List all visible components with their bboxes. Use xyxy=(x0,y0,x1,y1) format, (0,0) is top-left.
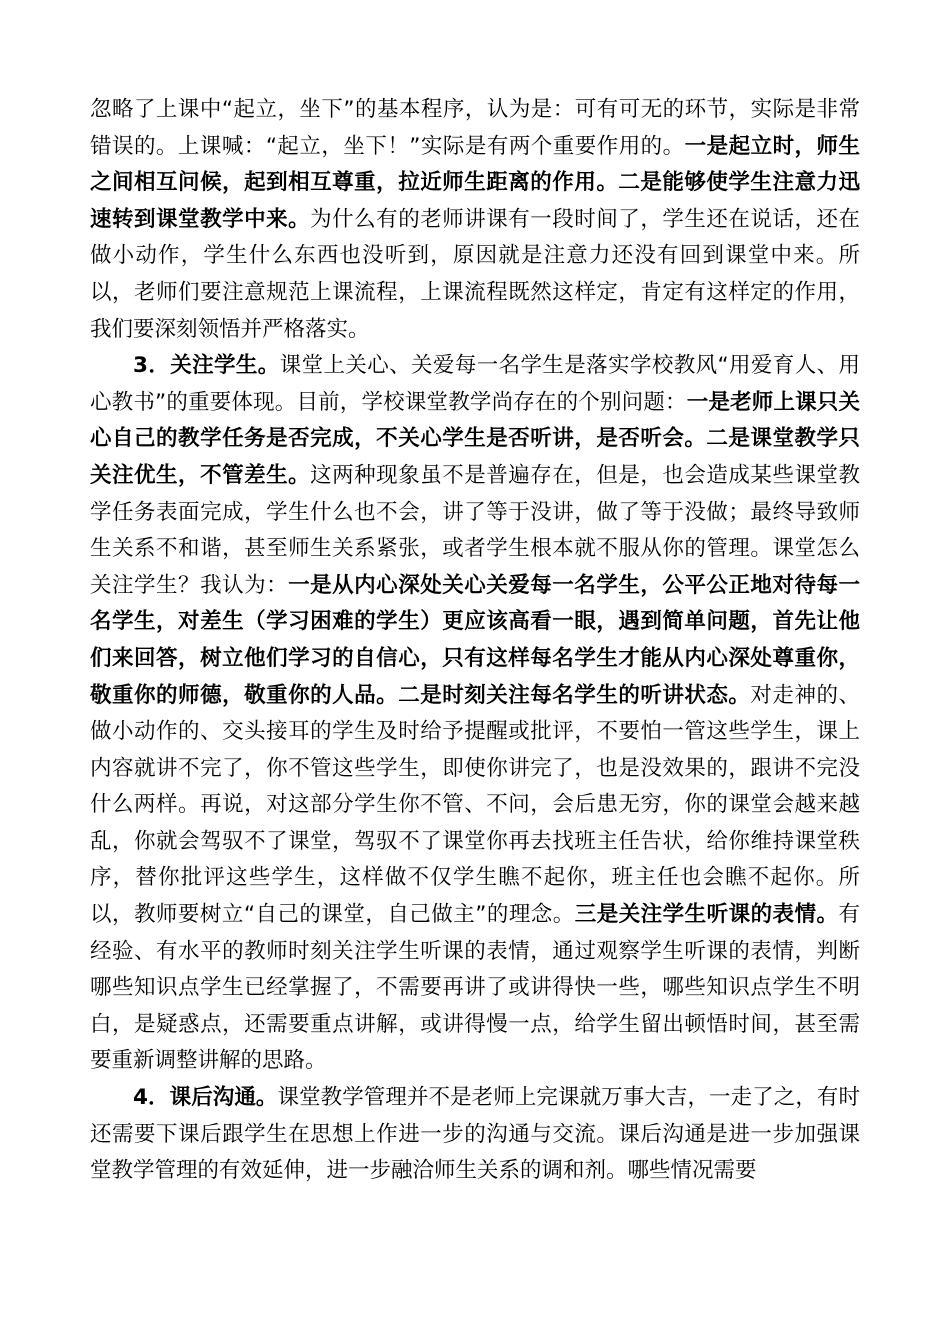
text-segment: 为什么有的老师讲课有一段时间了，学生还在说话，还在做小动作，学生什么东西也没听到，原因就是注意力还没有回到课堂中来。所以，老师们要注意规范上课流程，上课流程既然这样定，肯定有这样定的作用，我们要深刻领悟并严格落实。 xyxy=(90,206,860,342)
document-page xyxy=(90,92,860,1190)
bold-text-segment: 一是从内心深处关心关爱每一名学生，公平公正地对待每一名学生，对差生（学习困难的学生）更应该高看一眼，遇到简单问题，首先让他们来回答，树立他们学习的自信心，只有这样每名学生才能从内心深处尊重你，敬重你的师德，敬重你的人品。二是时刻关注每名学生的听讲状态。 xyxy=(90,572,860,708)
text-segment: 课堂教学管理并不是老师上完课就万事大吉，一走了之，有时还需要下课后跟学生在思想上作进一步的沟通与交流。课后沟通是进一步加强课堂教学管理的有效延伸，进一步融洽师生关系的调和剂。哪些情况需要 xyxy=(90,1085,860,1184)
text-segment: 忽略了上课中“起立，坐下”的基本程序，认为是：可有可无的环节，实际是非常错误的。上课喊：“起立，坐下！”实际是有两个重要作用的。 xyxy=(90,97,860,159)
text-segment: 这两种现象虽不是普遍存在，但是，也会造成某些课堂教学任务表面完成，学生什么也不会，讲了等于没讲，做了等于没做；最终导致师生关系不和谐，甚至师生关系紧张，或者学生根本就不服从你的管理。课堂怎么关注学生？我认为： xyxy=(90,462,860,598)
text-segment: 课堂上关心、关爱每一名学生是落实学校教风“用爱育人、用心教书”的重要体现。目前，学校课堂教学尚存在的个别问题： xyxy=(90,353,860,415)
paragraph-section-3 xyxy=(90,348,860,1080)
bold-text-segment: 一是老师上课只关心自己的教学任务是否完成，不关心学生是否听讲，是否听会。二是课堂教学只关注优生，不管差生。 xyxy=(90,389,860,488)
paragraph-ceremony xyxy=(90,92,860,348)
bold-text-segment: 三是关注学生听课的表情。 xyxy=(574,902,839,928)
bold-text-segment: 一是起立时，师生之间相互问候，起到相互尊重，拉近师生距离的作用。二是能够使学生注意力迅速转到课堂教学中来。 xyxy=(90,133,860,232)
paragraph-section-4 xyxy=(90,1080,860,1190)
text-segment: 有经验、有水平的教师时刻关注学生听课的表情，通过观察学生听课的表情，判断哪些知识点学生已经掌握了，不需要再讲了或讲得快一些，哪些知识点学生不明白，是疑惑点，还需要重点讲解，或讲得慢一点，给学生留出顿悟时间，甚至需要重新调整讲解的思路。 xyxy=(90,902,860,1074)
section-heading: 3．关注学生。 xyxy=(133,353,280,379)
text-segment: 对走神的、做小动作的、交头接耳的学生及时给予提醒或批评，不要怕一管这些学生，课上内容就讲不完了，你不管这些学生，即使你讲完了，也是没效果的，跟讲不完没什么两样。再说，对这部分学生你不管、不问，会后患无穷，你的课堂会越来越乱，你就会驾驭不了课堂，驾驭不了课堂你再去找班主任告状，给你维持课堂秩序，替你批评这些学生，这样做不仅学生瞧不起你，班主任也会瞧不起你。所以，教师要树立“自己的课堂，自己做主”的理念。 xyxy=(90,682,860,928)
section-heading: 4．课后沟通。 xyxy=(133,1085,278,1111)
